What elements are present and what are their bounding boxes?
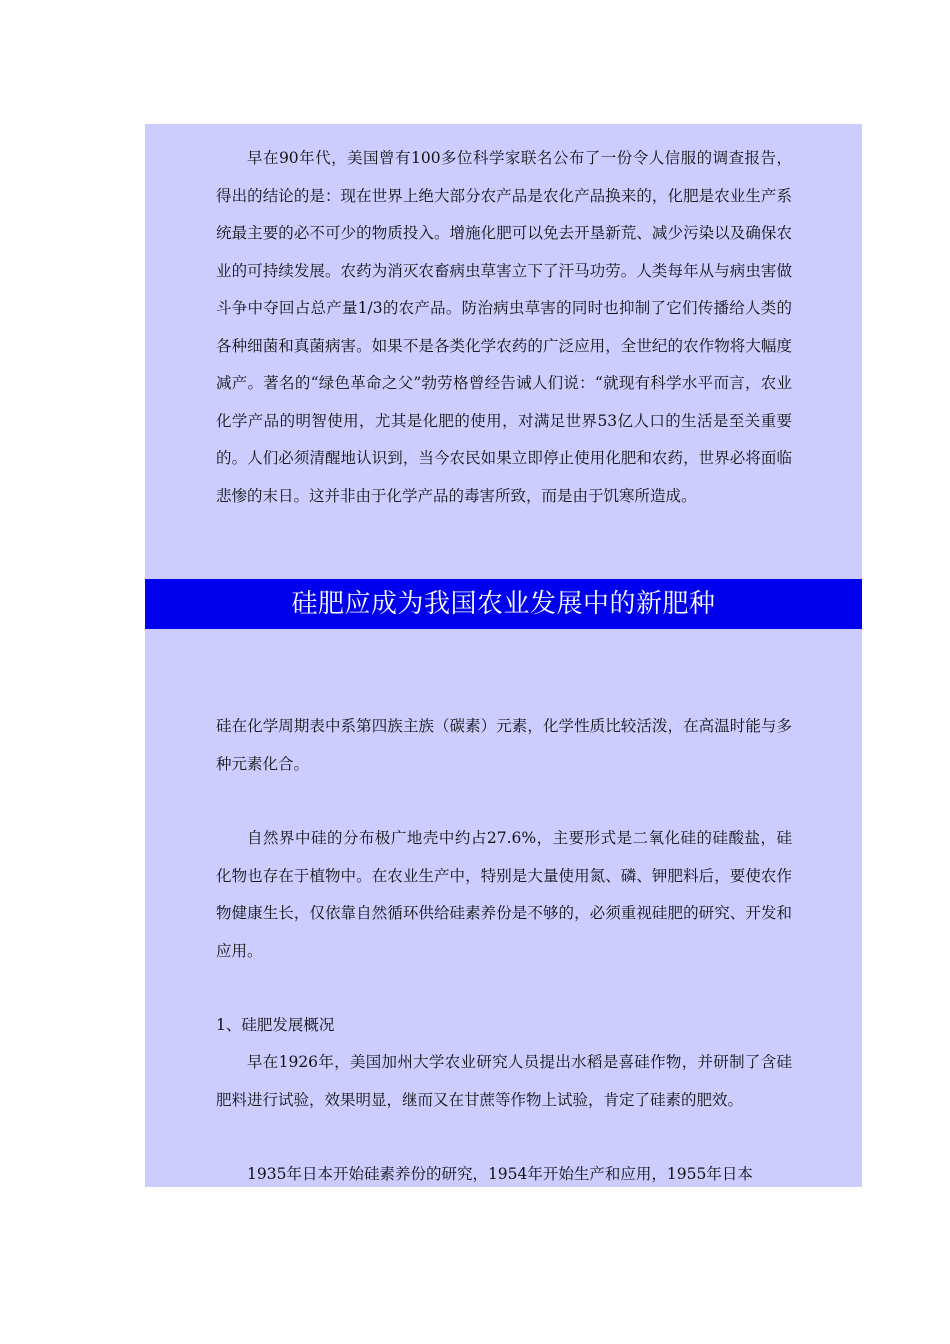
paragraph-history-japan: 1935年日本开始硅素养份的研究，1954年开始生产和应用，1955年日本 bbox=[247, 1165, 753, 1183]
section-heading-development: 1、硅肥发展概况 bbox=[216, 1016, 335, 1034]
paragraph-silicon-distribution: 自然界中硅的分布极广地壳中约占27.6%，主要形式是二氧化硅的硅酸盐，硅化物也存在于植物中。在农业生产中，特别是大量使用氮、磷、钾肥料后，要使农作物健康生长，仅依靠自然循环供给硅素养份是不够的，必须重视硅肥的研究、开发和应用。 bbox=[216, 829, 792, 960]
paragraph-intro: 早在90年代，美国曾有100多位科学家联名公布了一份令人信服的调查报告，得出的结论的是：现在世界上绝大部分农产品是农化产品换来的，化肥是农业生产系统最主要的必不可少的物质投入。增施化肥可以免去开垦新荒、减少污染以及确保农业的可持续发展。农药为消灭农畜病虫草害立下了汗马功劳。人类每年从与病虫害做斗争中夺回占总产量1/3的农产品。防治病虫草害的同时也抑制了它们传播给人类的各种细菌和真菌病害。如果不是各类化学农药的广泛应用，全世纪的农作物将大幅度减产。著名的“绿色革命之父”勃劳格曾经告诫人们说：“就现有科学水平而言，农业化学产品的明智使用，尤其是化肥的使用，对满足世界53亿人口的生活是至关重要的。人们必须清醒地认识到，当今农民如果立即停止使用化肥和农药，世界必将面临悲惨的末日。这并非由于化学产品的毒害所致，而是由于饥寒所造成。 bbox=[216, 149, 792, 505]
paragraph-history-1926: 早在1926年，美国加州大学农业研究人员提出水稻是喜硅作物，并研制了含硅肥料进行试验，效果明显，继而又在甘蔗等作物上试验，肯定了硅素的肥效。 bbox=[216, 1053, 792, 1109]
paragraph-silicon-chemistry: 硅在化学周期表中系第四族主族（碳素）元素，化学性质比较活泼，在高温时能与多种元素化合。 bbox=[216, 717, 792, 773]
section-banner-title: 硅肥应成为我国农业发展中的新肥种 bbox=[145, 579, 862, 629]
